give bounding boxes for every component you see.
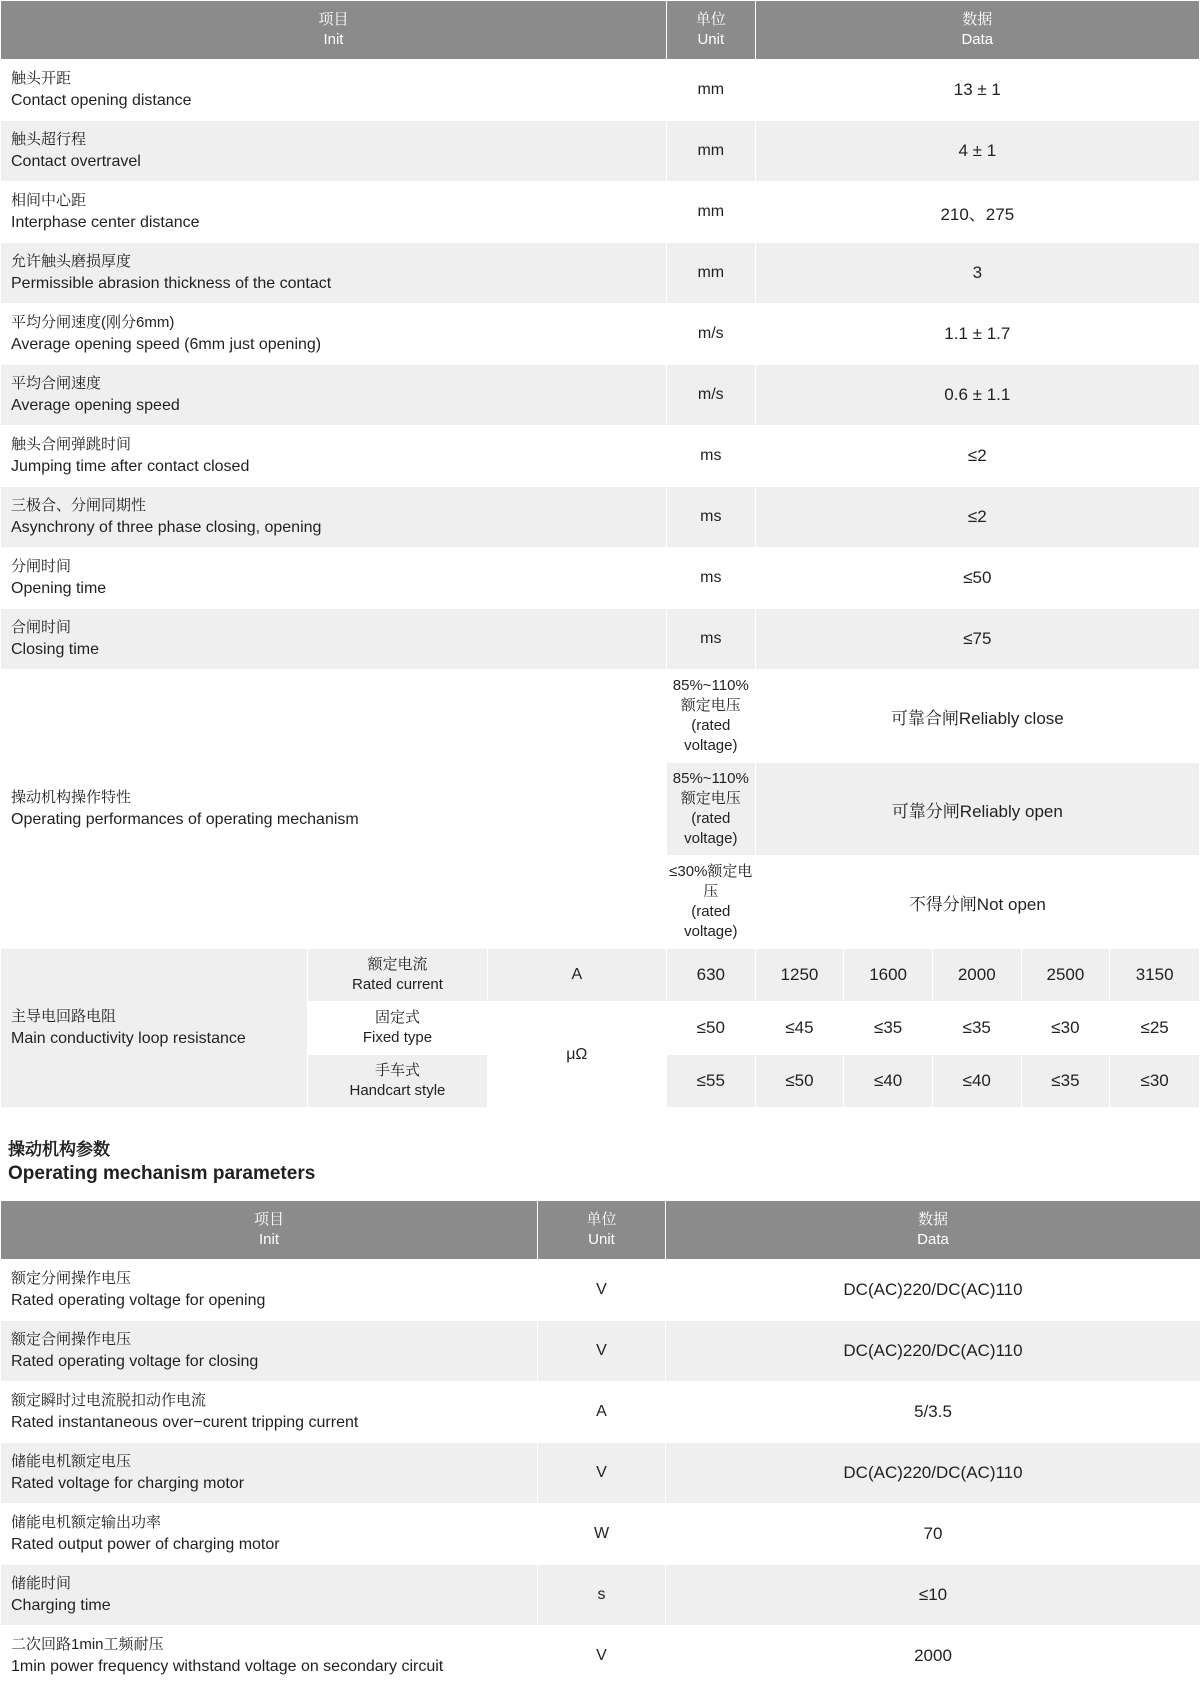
row-unit: m/s <box>666 304 755 365</box>
row-unit: V <box>538 1626 666 1687</box>
row-data: 0.6 ± 1.1 <box>755 365 1199 426</box>
row-unit: ms <box>666 426 755 487</box>
table-row <box>1 1443 1201 1504</box>
row-item: 二次回路1min工频耐压 1min power frequency withstand voltage on secondary circuit <box>1 1626 538 1687</box>
loop-resistance-value: 3150 <box>1110 949 1200 1002</box>
table-header-row <box>1 1 1200 60</box>
row-unit: m/s <box>666 365 755 426</box>
header-item-cn: 项目 <box>318 11 349 28</box>
row-item: 触头开距 Contact opening distance <box>1 60 667 121</box>
row-unit: V <box>538 1321 666 1382</box>
row-data: 70 <box>666 1504 1201 1565</box>
row-unit: mm <box>666 121 755 182</box>
table-row <box>1 609 1200 670</box>
row-data: DC(AC)220/DC(AC)110 <box>666 1321 1201 1382</box>
section-title-en: Operating mechanism parameters <box>8 1163 316 1184</box>
loop-resistance-value: ≤35 <box>844 1002 933 1055</box>
loop-resistance-label: 主导电回路电阻 Main conductivity loop resistance <box>1 949 308 1108</box>
row-unit: mm <box>666 182 755 243</box>
operating-mechanism-table <box>0 1200 1201 1687</box>
header-item-en: Init <box>323 31 344 48</box>
header-item <box>1 1 667 60</box>
row-data: DC(AC)220/DC(AC)110 <box>666 1443 1201 1504</box>
row-data: 13 ± 1 <box>755 60 1199 121</box>
row-data: ≤10 <box>666 1565 1201 1626</box>
operating-performance-voltage: ≤30%额定电压 (rated voltage) <box>666 856 755 949</box>
loop-resistance-subtype: 固定式 Fixed type <box>308 1002 487 1055</box>
table-header-row <box>1 1201 1201 1260</box>
row-data: ≤50 <box>755 548 1199 609</box>
loop-resistance-subtype: 额定电流 Rated current <box>308 949 487 1002</box>
row-unit: A <box>538 1382 666 1443</box>
row-unit: mm <box>666 60 755 121</box>
row-data: 3 <box>755 243 1199 304</box>
loop-resistance-value: ≤40 <box>844 1055 933 1108</box>
loop-resistance-value: ≤30 <box>1021 1002 1110 1055</box>
section-title-cn: 操动机构参数 <box>8 1140 110 1159</box>
row-unit: ms <box>666 548 755 609</box>
header-data-en: Data <box>961 31 994 48</box>
loop-resistance-value: ≤35 <box>932 1002 1021 1055</box>
loop-resistance-value: ≤30 <box>1110 1055 1200 1108</box>
table-row <box>1 304 1200 365</box>
table-row <box>1 1382 1201 1443</box>
row-unit: W <box>538 1504 666 1565</box>
row-unit: V <box>538 1260 666 1321</box>
row-unit: ms <box>666 487 755 548</box>
table-row <box>1 60 1200 121</box>
table-row <box>1 365 1200 426</box>
table-row <box>1 548 1200 609</box>
row-item: 储能电机额定输出功率 Rated output power of charging motor <box>1 1504 538 1565</box>
row-data: ≤2 <box>755 426 1199 487</box>
loop-resistance-value: 2000 <box>932 949 1021 1002</box>
operating-performance-voltage: 85%~110%额定电压 (rated voltage) <box>666 763 755 856</box>
row-item: 合闸时间 Closing time <box>1 609 667 670</box>
row-item: 触头超行程 Contact overtravel <box>1 121 667 182</box>
table-row <box>1 1260 1201 1321</box>
header-unit: 单位 Unit <box>538 1201 666 1260</box>
row-data: DC(AC)220/DC(AC)110 <box>666 1260 1201 1321</box>
row-data: 210、275 <box>755 182 1199 243</box>
loop-resistance-unit: A <box>487 949 666 1002</box>
table-row <box>1 1321 1201 1382</box>
header-data <box>755 1 1199 60</box>
loop-resistance-value: ≤35 <box>1021 1055 1110 1108</box>
row-data: 5/3.5 <box>666 1382 1201 1443</box>
row-item: 储能时间 Charging time <box>1 1565 538 1626</box>
section-title <box>0 1138 1200 1186</box>
operating-performance-result: 可靠分闸Reliably open <box>755 763 1199 856</box>
loop-resistance-value: ≤25 <box>1110 1002 1200 1055</box>
table-row <box>1 1565 1201 1626</box>
row-item: 额定分闸操作电压 Rated operating voltage for opening <box>1 1260 538 1321</box>
row-item: 储能电机额定电压 Rated voltage for charging motor <box>1 1443 538 1504</box>
row-item: 额定瞬时过电流脱扣动作电流 Rated instantaneous over−curent tripping current <box>1 1382 538 1443</box>
header-unit-cn: 单位 <box>695 11 726 28</box>
operating-performance-result: 不得分闸Not open <box>755 856 1199 949</box>
loop-resistance-unit: μΩ <box>487 1002 666 1108</box>
row-item: 触头合闸弹跳时间 Jumping time after contact closed <box>1 426 667 487</box>
row-item: 相间中心距 Interphase center distance <box>1 182 667 243</box>
table-row <box>1 1626 1201 1687</box>
row-data: ≤75 <box>755 609 1199 670</box>
loop-resistance-subtype: 手车式 Handcart style <box>308 1055 487 1108</box>
table-row <box>1 487 1200 548</box>
row-item: 额定合闸操作电压 Rated operating voltage for closing <box>1 1321 538 1382</box>
header-data-cn: 数据 <box>962 11 993 28</box>
header-unit-en: Unit <box>697 31 725 48</box>
table-row <box>1 1504 1201 1565</box>
row-item: 允许触头磨损厚度 Permissible abrasion thickness of the contact <box>1 243 667 304</box>
row-data: 2000 <box>666 1626 1201 1687</box>
header-item: 项目 Init <box>1 1201 538 1260</box>
loop-resistance-value: 2500 <box>1021 949 1110 1002</box>
loop-resistance-value: 630 <box>666 949 755 1002</box>
loop-resistance-value: 1600 <box>844 949 933 1002</box>
loop-resistance-value: ≤55 <box>666 1055 755 1108</box>
loop-resistance-value: ≤50 <box>755 1055 844 1108</box>
loop-resistance-value: ≤40 <box>932 1055 1021 1108</box>
header-unit <box>666 1 755 60</box>
loop-resistance-value: ≤45 <box>755 1002 844 1055</box>
table-row <box>1 182 1200 243</box>
table-row <box>1 121 1200 182</box>
operating-performance-result: 可靠合闸Reliably close <box>755 670 1199 763</box>
table-row <box>1 426 1200 487</box>
header-data: 数据 Data <box>666 1201 1201 1260</box>
row-unit: V <box>538 1443 666 1504</box>
loop-resistance-row <box>1 949 1200 1002</box>
row-unit: s <box>538 1565 666 1626</box>
row-item: 三极合、分闸同期性 Asynchrony of three phase closing, opening <box>1 487 667 548</box>
row-data: 4 ± 1 <box>755 121 1199 182</box>
row-unit: ms <box>666 609 755 670</box>
row-data: 1.1 ± 1.7 <box>755 304 1199 365</box>
operating-performance-row <box>1 670 1200 763</box>
row-item: 分闸时间 Opening time <box>1 548 667 609</box>
row-data: ≤2 <box>755 487 1199 548</box>
loop-resistance-value: 1250 <box>755 949 844 1002</box>
row-item: 平均合闸速度 Average opening speed <box>1 365 667 426</box>
operating-performance-voltage: 85%~110%额定电压 (rated voltage) <box>666 670 755 763</box>
operating-performance-label: 操动机构操作特性 Operating performances of operating mechanism <box>1 670 667 949</box>
loop-resistance-value: ≤50 <box>666 1002 755 1055</box>
row-unit: mm <box>666 243 755 304</box>
row-item: 平均分闸速度(刚分6mm) Average opening speed (6mm just opening) <box>1 304 667 365</box>
table-row <box>1 243 1200 304</box>
